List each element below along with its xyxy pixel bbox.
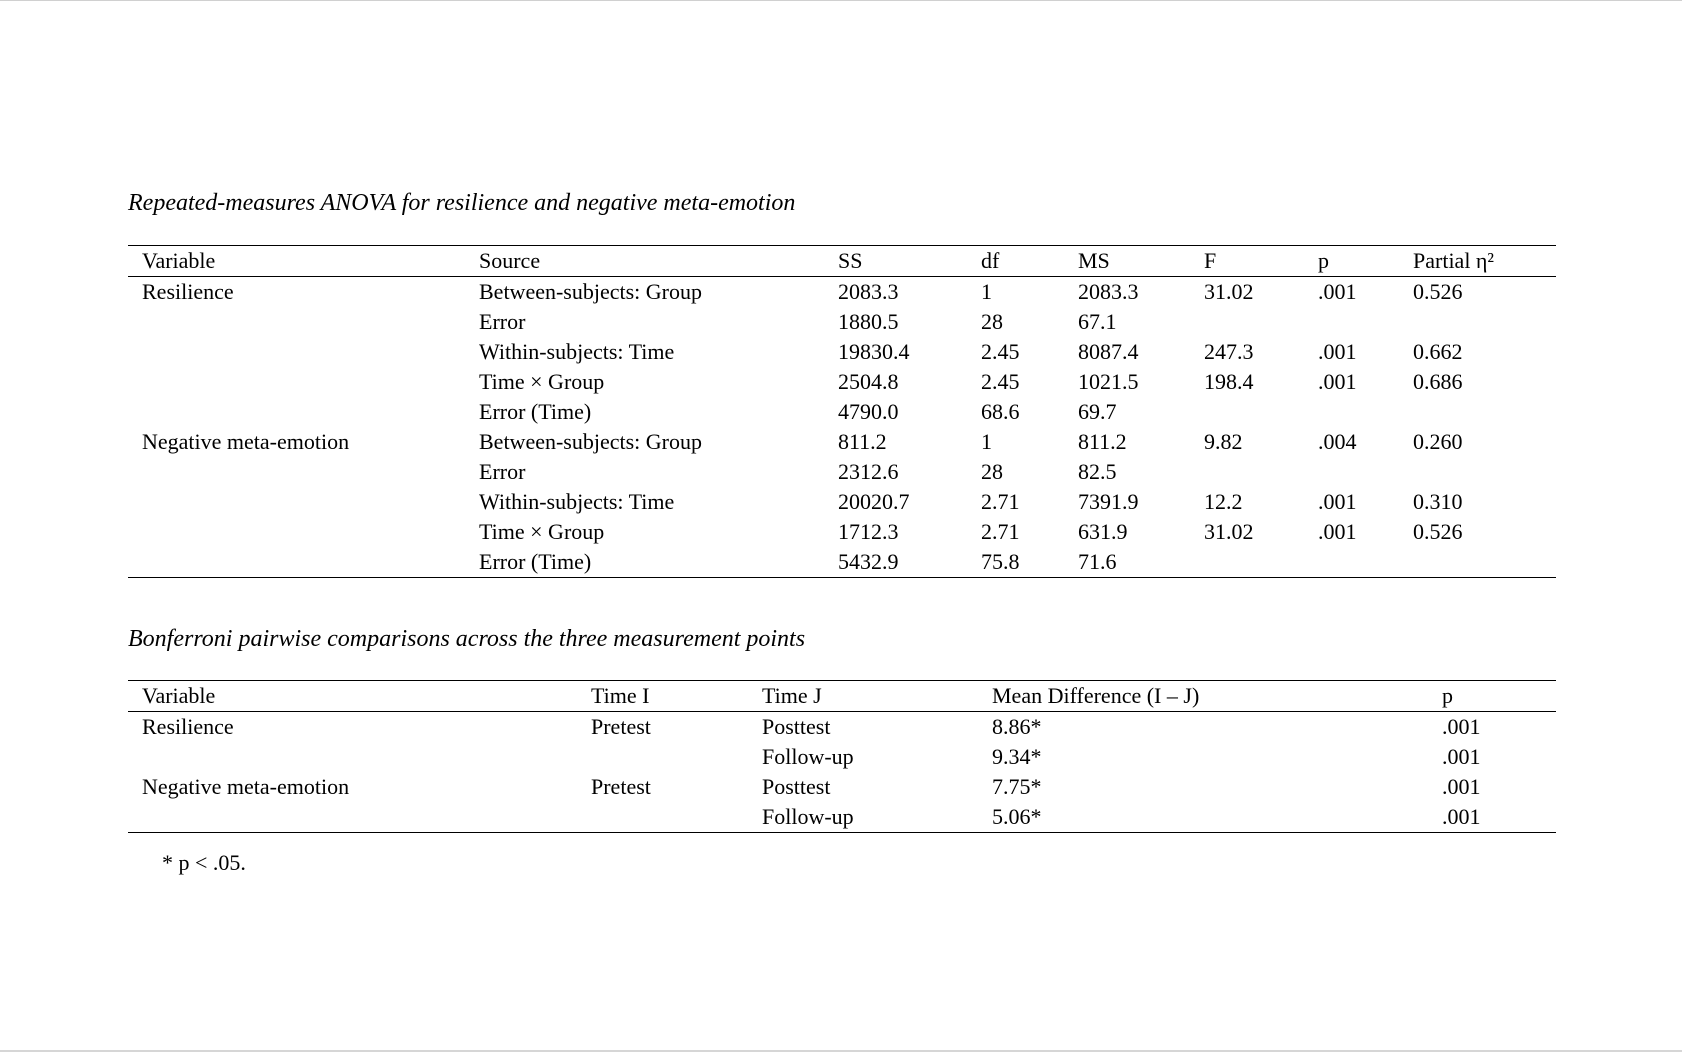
bonferroni-row-variable: Resilience	[142, 714, 234, 739]
anova-row-source: Between-subjects: Group	[479, 429, 702, 454]
anova-row-ss: 2312.6	[838, 459, 899, 484]
anova-row-source: Time × Group	[479, 519, 605, 544]
bonferroni-header-mean-difference: Mean Difference (I – J)	[992, 683, 1200, 708]
anova-header-ss: SS	[838, 248, 863, 273]
anova-row-ms: 71.6	[1078, 549, 1117, 574]
bonferroni-header-variable: Variable	[142, 683, 216, 708]
anova-row-df: 28	[981, 309, 1003, 334]
anova-body	[128, 277, 1556, 577]
anova-row-df: 2.45	[981, 339, 1020, 364]
bonferroni-row-time-j: Follow-up	[762, 804, 854, 829]
anova-row-f: 31.02	[1204, 279, 1254, 304]
bonferroni-body	[128, 712, 1556, 832]
anova-row-source: Error	[479, 459, 526, 484]
anova-row-ss: 19830.4	[838, 339, 910, 364]
anova-row-partial-eta: 0.526	[1413, 279, 1463, 304]
anova-row-source: Within-subjects: Time	[479, 339, 675, 364]
anova-table	[128, 245, 1556, 578]
anova-row-df: 1	[981, 429, 992, 454]
bonferroni-header-time-j: Time J	[762, 683, 822, 708]
anova-row	[128, 307, 1556, 337]
anova-row-ss: 5432.9	[838, 549, 899, 574]
bonferroni-row-p: .001	[1442, 714, 1481, 739]
anova-header-df: df	[981, 248, 1000, 273]
bonferroni-row-mean-difference: 5.06*	[992, 804, 1042, 829]
anova-row	[128, 367, 1556, 397]
anova-row	[128, 397, 1556, 427]
anova-row-source: Error (Time)	[479, 399, 592, 424]
anova-row-ms: 8087.4	[1078, 339, 1139, 364]
anova-row	[128, 487, 1556, 517]
anova-row-ms: 811.2	[1078, 429, 1127, 454]
bonferroni-row-time-j: Follow-up	[762, 744, 854, 769]
anova-row-df: 28	[981, 459, 1003, 484]
anova-row-df: 68.6	[981, 399, 1020, 424]
anova-row-f: 247.3	[1204, 339, 1254, 364]
anova-row-df: 75.8	[981, 549, 1020, 574]
bonferroni-row	[128, 802, 1556, 832]
anova-row-f: 198.4	[1204, 369, 1254, 394]
anova-caption: Repeated-measures ANOVA for resilience and negative meta-emotion	[128, 190, 796, 216]
bonferroni-table	[128, 680, 1556, 833]
anova-row-partial-eta: 0.526	[1413, 519, 1463, 544]
anova-row-ss: 4790.0	[838, 399, 899, 424]
anova-header-source: Source	[479, 248, 541, 273]
bonferroni-row-p: .001	[1442, 744, 1481, 769]
anova-row-f: 12.2	[1204, 489, 1243, 514]
anova-row-source: Error (Time)	[479, 549, 592, 574]
anova-row-p: .001	[1318, 339, 1357, 364]
anova-row-source: Within-subjects: Time	[479, 489, 675, 514]
bonferroni-caption: Bonferroni pairwise comparisons across the three measurement points	[128, 626, 806, 652]
page-top-border	[0, 0, 1682, 1]
anova-row-p: .004	[1318, 429, 1357, 454]
bonferroni-header-time-i: Time I	[591, 683, 650, 708]
bonferroni-row-mean-difference: 9.34*	[992, 744, 1042, 769]
anova-row-ms: 7391.9	[1078, 489, 1139, 514]
anova-row-ms: 69.7	[1078, 399, 1117, 424]
anova-row-df: 1	[981, 279, 992, 304]
anova-row-ms: 67.1	[1078, 309, 1117, 334]
anova-row-source: Between-subjects: Group	[479, 279, 702, 304]
bonferroni-header-p: p	[1442, 683, 1453, 708]
anova-header-f: F	[1204, 248, 1217, 273]
anova-row-df: 2.45	[981, 369, 1020, 394]
anova-row-ss: 2083.3	[838, 279, 899, 304]
bonferroni-row	[128, 712, 1556, 742]
anova-row-ss: 811.2	[838, 429, 887, 454]
anova-row-df: 2.71	[981, 519, 1020, 544]
bonferroni-row-mean-difference: 7.75*	[992, 774, 1042, 799]
anova-row-ms: 1021.5	[1078, 369, 1139, 394]
anova-header-p: p	[1318, 248, 1329, 273]
anova-row-partial-eta: 0.260	[1413, 429, 1463, 454]
bonferroni-row-time-i: Pretest	[591, 714, 651, 739]
anova-row	[128, 547, 1556, 577]
anova-row-variable: Negative meta-emotion	[142, 429, 350, 454]
bonferroni-row-variable: Negative meta-emotion	[142, 774, 350, 799]
bonferroni-row-time-j: Posttest	[762, 714, 831, 739]
bonferroni-header-row	[128, 681, 1556, 712]
anova-row	[128, 517, 1556, 547]
footnote: * p < .05.	[162, 850, 246, 875]
bonferroni-row-time-j: Posttest	[762, 774, 831, 799]
bonferroni-row	[128, 742, 1556, 772]
bonferroni-row-time-i: Pretest	[591, 774, 651, 799]
anova-row-ms: 2083.3	[1078, 279, 1139, 304]
anova-header-partial-eta: Partial η²	[1413, 248, 1495, 273]
anova-row-ms: 631.9	[1078, 519, 1128, 544]
anova-row	[128, 337, 1556, 367]
anova-header-ms: MS	[1078, 248, 1110, 273]
anova-row-ms: 82.5	[1078, 459, 1117, 484]
anova-row-source: Error	[479, 309, 526, 334]
anova-row-p: .001	[1318, 279, 1357, 304]
bonferroni-row	[128, 772, 1556, 802]
anova-row-source: Time × Group	[479, 369, 605, 394]
anova-row-f: 31.02	[1204, 519, 1254, 544]
anova-row	[128, 457, 1556, 487]
bonferroni-row-p: .001	[1442, 774, 1481, 799]
anova-row-ss: 1880.5	[838, 309, 899, 334]
anova-row-ss: 2504.8	[838, 369, 899, 394]
anova-header-row	[128, 246, 1556, 277]
anova-row-p: .001	[1318, 489, 1357, 514]
anova-row-p: .001	[1318, 519, 1357, 544]
anova-row-p: .001	[1318, 369, 1357, 394]
anova-row-f: 9.82	[1204, 429, 1243, 454]
anova-header-variable: Variable	[142, 248, 216, 273]
anova-row	[128, 427, 1556, 457]
anova-row-df: 2.71	[981, 489, 1020, 514]
anova-row-partial-eta: 0.662	[1413, 339, 1463, 364]
bonferroni-row-mean-difference: 8.86*	[992, 714, 1042, 739]
anova-row-ss: 1712.3	[838, 519, 899, 544]
anova-row-variable: Resilience	[142, 279, 234, 304]
anova-row-ss: 20020.7	[838, 489, 910, 514]
anova-row	[128, 277, 1556, 307]
anova-row-partial-eta: 0.310	[1413, 489, 1463, 514]
anova-row-partial-eta: 0.686	[1413, 369, 1463, 394]
bonferroni-row-p: .001	[1442, 804, 1481, 829]
